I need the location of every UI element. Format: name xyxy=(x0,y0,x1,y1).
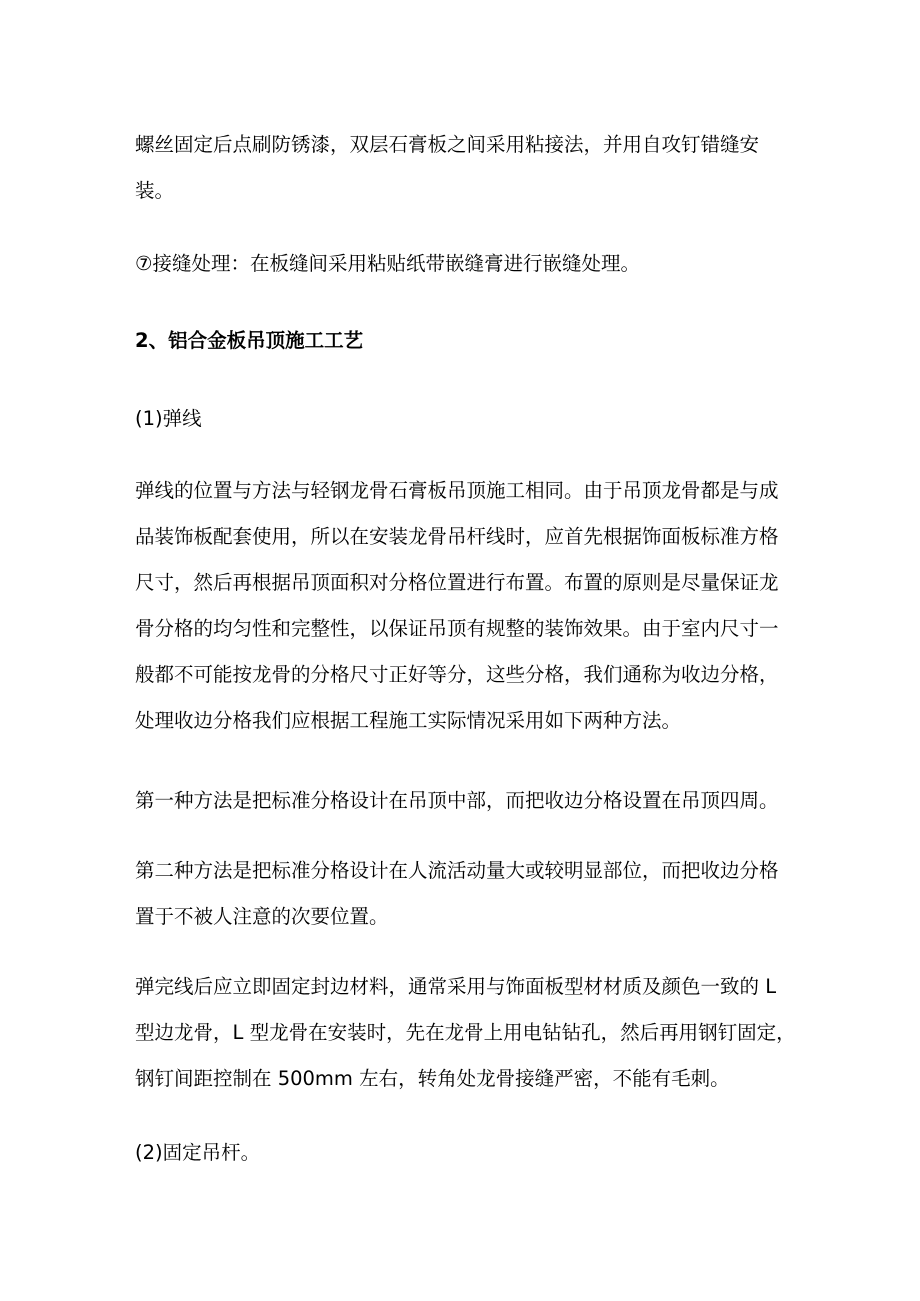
paragraph-screw-fixing xyxy=(135,122,795,214)
text-line: ⑦接缝处理：在板缝间采用粘贴纸带嵌缝膏进行嵌缝处理。 xyxy=(135,252,640,275)
text-line: 钢钉间距控制在 500mm 左右，转角处龙骨接缝严密，不能有毛刺。 xyxy=(135,1067,730,1090)
subheading-fix-hanger xyxy=(135,1130,795,1176)
paragraph-snap-line-method xyxy=(135,468,795,744)
text-line: 螺丝固定后点刷防锈漆，双层石膏板之间采用粘接法，并用自攻钉错缝安 xyxy=(135,133,760,156)
text-line: 第二种方法是把标准分格设计在人流活动量大或较明显部位，而把收边分格 xyxy=(135,859,779,882)
text-line: 品装饰板配套使用，所以在安装龙骨吊杆线时，应首先根据饰面板标准方格 xyxy=(135,525,779,548)
subheading-text: (2)固定吊杆。 xyxy=(135,1141,261,1164)
text-line: 处理收边分格我们应根据工程施工实际情况采用如下两种方法。 xyxy=(135,709,682,732)
text-line: 骨分格的均匀性和完整性，以保证吊顶有规整的装饰效果。由于室内尺寸一 xyxy=(135,617,779,640)
paragraph-method-two xyxy=(135,848,795,940)
text-line: 型边龙骨，L 型龙骨在安装时，先在龙骨上用电钻钻孔，然后再用钢钉固定， xyxy=(135,1021,796,1044)
text-line: 装。 xyxy=(135,179,175,202)
paragraph-method-one xyxy=(135,778,795,824)
paragraph-edge-material xyxy=(135,964,795,1102)
subheading-text: (1)弹线 xyxy=(135,407,202,430)
text-line: 弹线的位置与方法与轻钢龙骨石膏板吊顶施工相同。由于吊顶龙骨都是与成 xyxy=(135,479,779,502)
paragraph-joint-treatment xyxy=(135,241,795,287)
heading-text: 2、铝合金板吊顶施工工艺 xyxy=(135,329,364,352)
text-line: 第一种方法是把标准分格设计在吊顶中部，而把收边分格设置在吊顶四周。 xyxy=(135,789,779,812)
text-line: 般都不可能按龙骨的分格尺寸正好等分，这些分格，我们通称为收边分格， xyxy=(135,663,779,686)
subheading-snap-line xyxy=(135,396,795,442)
text-line: 置于不被人注意的次要位置。 xyxy=(135,905,389,928)
text-line: 尺寸，然后再根据吊顶面积对分格位置进行布置。布置的原则是尽量保证龙 xyxy=(135,571,779,594)
text-line: 弹完线后应立即固定封边材料，通常采用与饰面板型材材质及颜色一致的 L xyxy=(135,975,777,998)
section-heading xyxy=(135,318,795,364)
